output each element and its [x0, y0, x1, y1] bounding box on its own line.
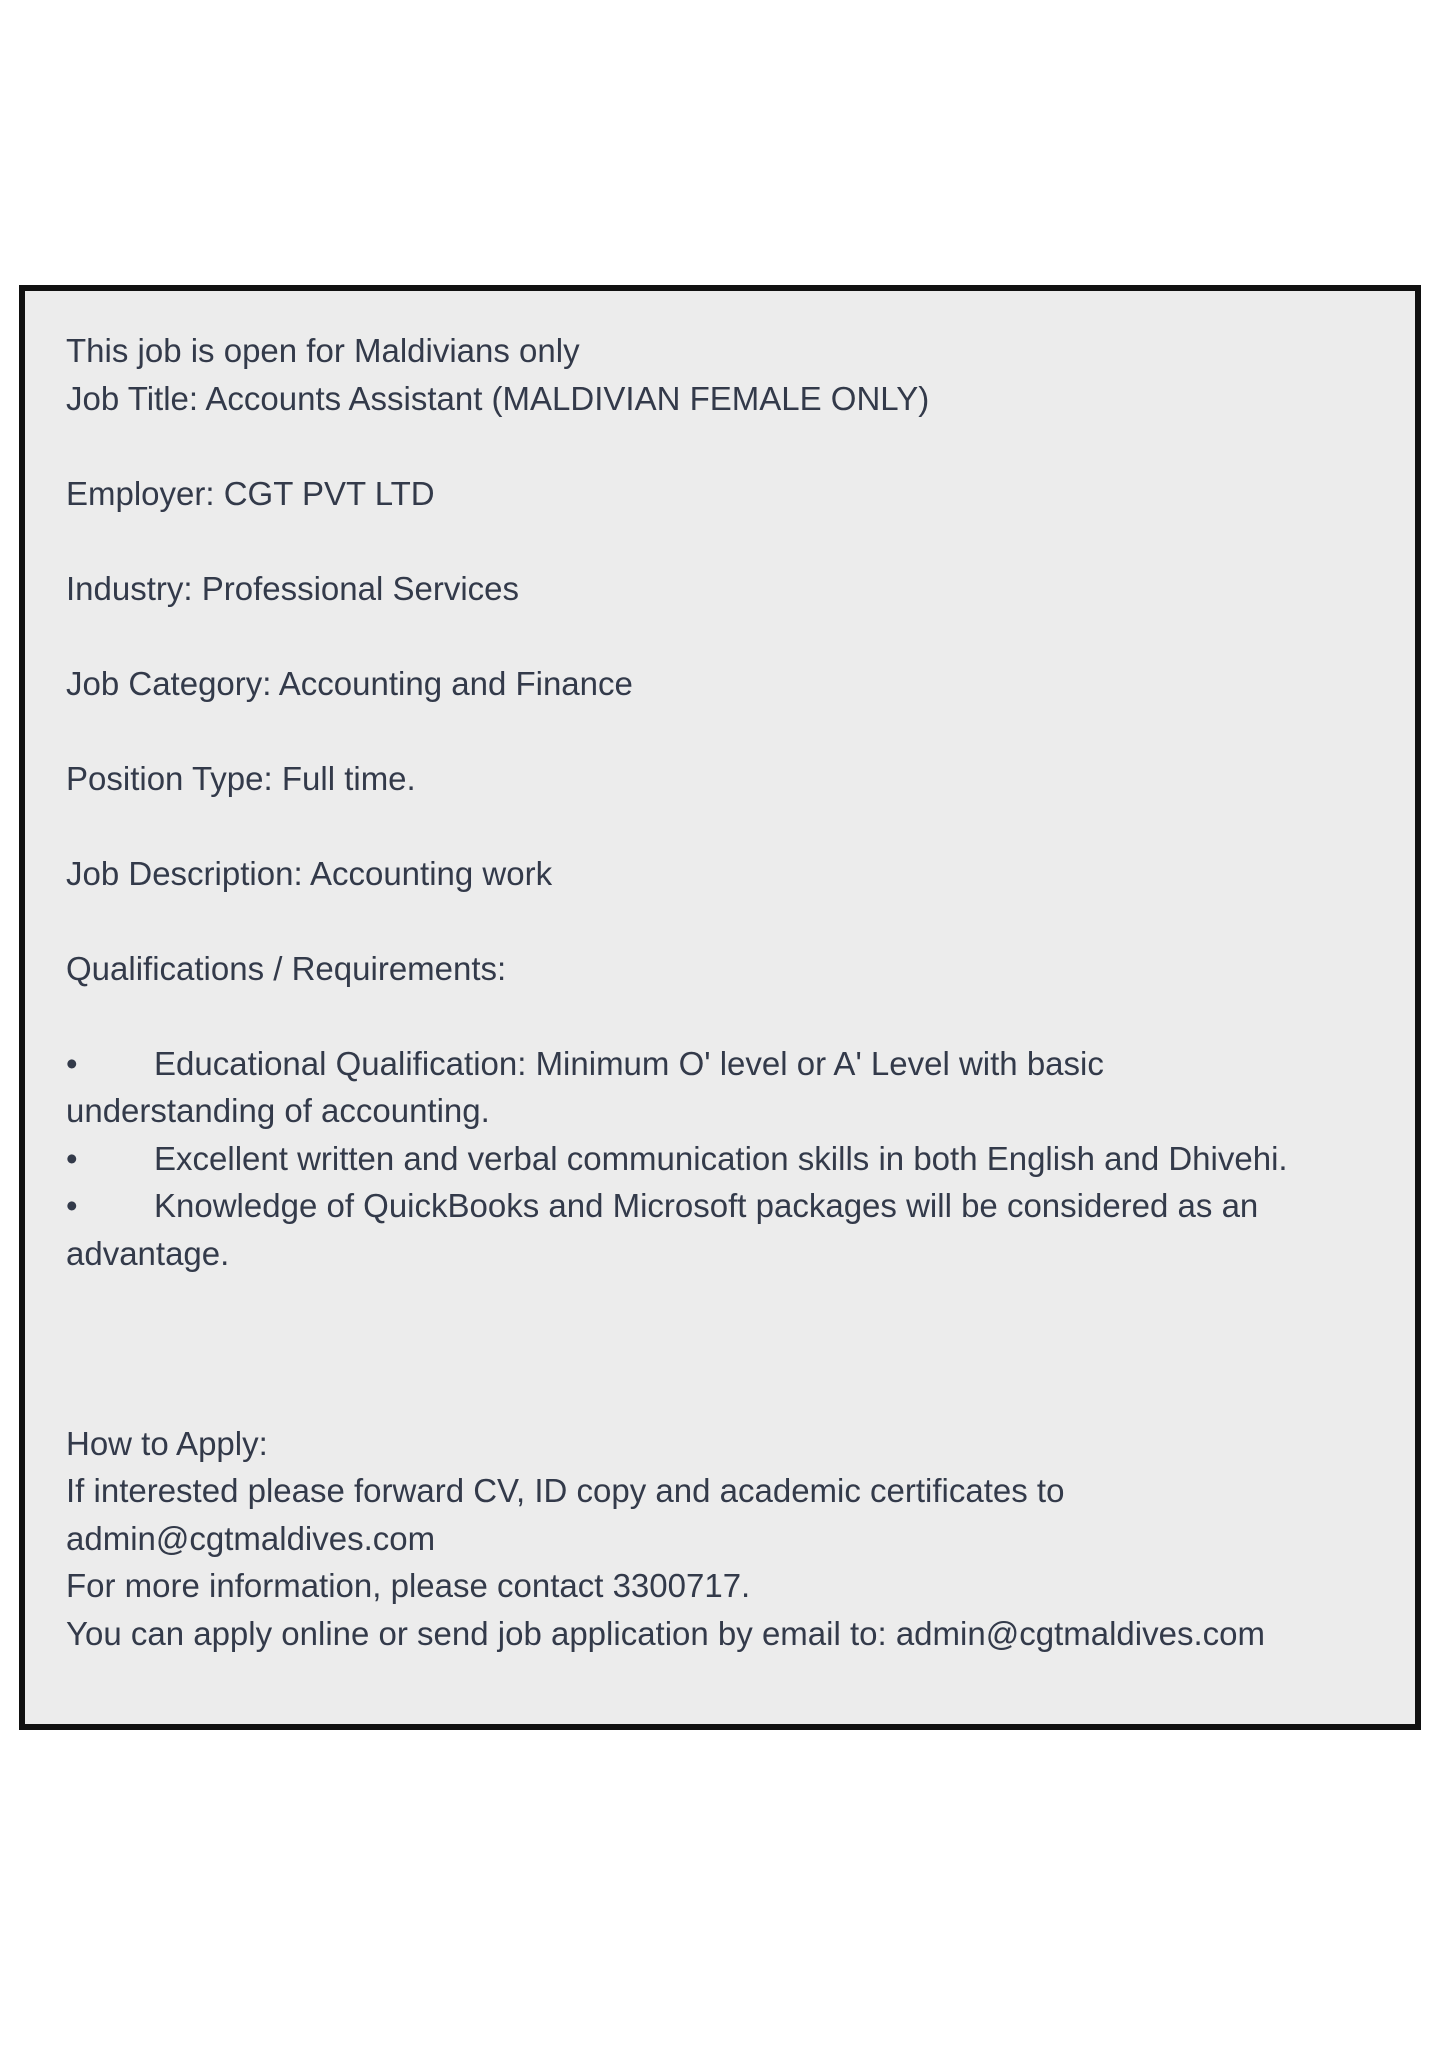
job-posting-box: [19, 285, 1421, 1730]
requirement-text: Educational Qualification: Minimum O' level or A' Level with basic: [154, 1044, 1104, 1082]
job-category-text: Job Category: Accounting and Finance: [66, 664, 633, 702]
bullet-icon: •: [66, 1187, 78, 1224]
spacer: [66, 612, 1406, 660]
qualifications-heading: Qualifications / Requirements:: [66, 949, 507, 987]
job-description-text: Job Description: Accounting work: [66, 854, 553, 892]
how-to-apply-heading: How to Apply:: [66, 1424, 268, 1462]
contact-info: For more information, please contact 3300717.: [66, 1567, 751, 1604]
requirement-item: [66, 1135, 1406, 1183]
bullet-icon: •: [66, 1044, 78, 1082]
spacer: [66, 992, 1406, 1040]
requirement-item: [66, 1040, 1406, 1088]
spacer: [66, 517, 1406, 565]
requirement-text: Excellent written and verbal communication skills in both English and Dhivehi.: [154, 1139, 1288, 1177]
industry-text: Industry: Professional Services: [66, 569, 520, 607]
spacer: [66, 1372, 1406, 1420]
requirement-continuation: advantage.: [66, 1234, 230, 1272]
employer-text: Employer: CGT PVT LTD: [66, 474, 435, 512]
spacer: [66, 1277, 1406, 1325]
open-for-text: This job is open for Maldivians only: [66, 332, 580, 369]
spacer: [66, 422, 1406, 470]
spacer: [66, 707, 1406, 755]
spacer: [66, 802, 1406, 850]
job-posting-content: [66, 327, 1406, 1657]
apply-instruction: If interested please forward CV, ID copy and academic certificates to: [66, 1472, 1065, 1509]
spacer: [66, 1325, 1406, 1373]
requirement-item: [66, 1182, 1406, 1230]
apply-email: admin@cgtmaldives.com: [66, 1519, 436, 1557]
requirement-continuation: understanding of accounting.: [66, 1092, 490, 1129]
requirement-text: Knowledge of QuickBooks and Microsoft packages will be considered as an: [154, 1187, 1259, 1224]
spacer: [66, 897, 1406, 945]
job-title: Job Title: Accounts Assistant (MALDIVIAN FEMALE ONLY): [66, 379, 930, 417]
bullet-icon: •: [66, 1139, 78, 1177]
position-type-text: Position Type: Full time.: [66, 759, 416, 797]
apply-online-text: You can apply online or send job application by email to: admin@cgtmaldives.com: [66, 1614, 1265, 1652]
